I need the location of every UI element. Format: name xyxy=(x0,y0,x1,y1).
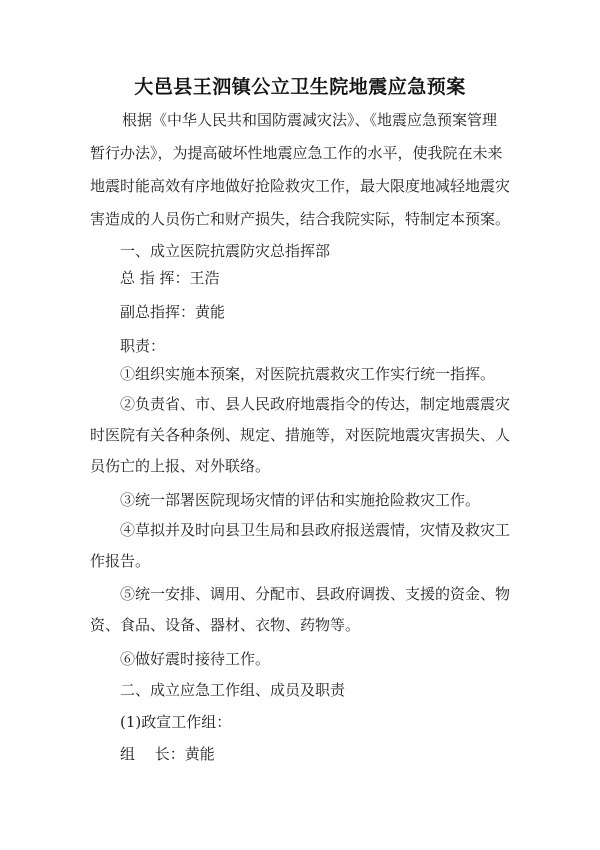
duty-2-line-2: 时医院有关各种条例、规定、措施等，对医院地震灾害损失、人 xyxy=(90,426,511,444)
duty-5-line-2: 资、食品、设备、器材、衣物、药物等。 xyxy=(90,616,361,634)
section2-heading: 二、成立应急工作组、成员及职责 xyxy=(120,681,346,699)
intro-line-4: 害造成的人员伤亡和财产损失，结合我院实际，特制定本预案。 xyxy=(90,210,511,228)
duty-2-line-3: 员伤亡的上报、对外联络。 xyxy=(90,457,271,475)
duty-1: ①组织实施本预案，对医院抗震救灾工作实行统一指挥。 xyxy=(120,365,496,383)
section1-heading: 一、成立医院抗震防灾总指挥部 xyxy=(120,242,331,260)
duty-6: ⑥做好震时接待工作。 xyxy=(120,650,271,668)
duty-5-line-1: ⑤统一安排、调用、分配市、县政府调拨、支援的资金、物 xyxy=(120,585,511,603)
duty-2-line-1: ②负责省、市、县人民政府地震指令的传达，制定地震震灾 xyxy=(120,395,511,413)
duty-4-line-2: 作报告。 xyxy=(90,552,151,570)
group1-leader: 组 长：黄能 xyxy=(120,745,215,763)
intro-line-3: 地震时能高效有序地做好抢险救灾工作，最大限度地减轻地震灾 xyxy=(90,177,511,195)
deputy-commander-line: 副总指挥：黄能 xyxy=(120,303,226,321)
duties-label: 职责： xyxy=(120,337,166,355)
duty-4-line-1: ④草拟并及时向县卫生局和县政府报送震情，灾情及救灾工 xyxy=(120,521,511,539)
document-title: 大邑县王泗镇公立卫生院地震应急预案 xyxy=(134,76,466,98)
group1-heading: (1)政宣工作组： xyxy=(120,713,232,731)
duty-3: ③统一部署医院现场灾情的评估和实施抢险救灾工作。 xyxy=(120,491,481,509)
intro-line-1: 根据《中华人民共和国防震减灾法》、《地震应急预案管理 xyxy=(122,111,498,129)
commander-line: 总 指 挥：王浩 xyxy=(120,269,220,287)
intro-line-2: 暂行办法》，为提高破坏性地震应急工作的水平，使我院在未来 xyxy=(90,144,503,162)
